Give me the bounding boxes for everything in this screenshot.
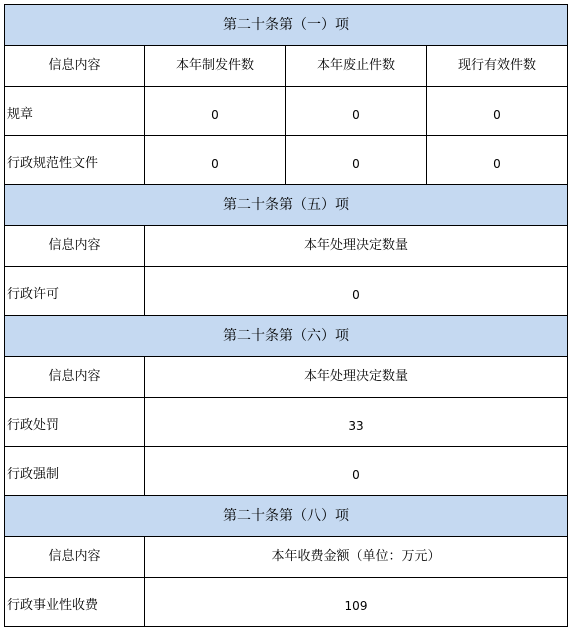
section-title: 第二十条第（八）项 [5,496,568,537]
section-title: 第二十条第（六）项 [5,316,568,357]
cell-value: 0 [286,136,427,185]
row-label: 行政许可 [5,267,145,316]
section-header-row [5,5,568,46]
cell-value: 33 [145,398,568,447]
column-header-info: 信息内容 [5,537,145,578]
table-row [5,578,568,627]
row-label: 行政事业性收费 [5,578,145,627]
section-title: 第二十条第（一）项 [5,5,568,46]
section-header-row [5,496,568,537]
cell-value: 0 [145,267,568,316]
table-row [5,267,568,316]
disclosure-table [4,4,568,627]
cell-value: 0 [427,87,568,136]
column-header-decisions: 本年处理决定数量 [145,357,568,398]
column-header-effective: 现行有效件数 [427,46,568,87]
column-header-decisions: 本年处理决定数量 [145,226,568,267]
section-header-row [5,185,568,226]
column-header-row [5,226,568,267]
table-row [5,398,568,447]
cell-value: 0 [145,87,286,136]
column-header-info: 信息内容 [5,357,145,398]
row-label: 行政规范性文件 [5,136,145,185]
column-header-info: 信息内容 [5,46,145,87]
column-header-row [5,46,568,87]
row-label: 行政强制 [5,447,145,496]
table-row [5,447,568,496]
table-row [5,136,568,185]
row-label: 行政处罚 [5,398,145,447]
column-header-row [5,537,568,578]
cell-value: 0 [145,136,286,185]
cell-value: 0 [145,447,568,496]
cell-value: 0 [427,136,568,185]
column-header-row [5,357,568,398]
column-header-abolished: 本年废止件数 [286,46,427,87]
column-header-info: 信息内容 [5,226,145,267]
cell-value: 0 [286,87,427,136]
row-label: 规章 [5,87,145,136]
disclosure-table-sheet [4,4,567,627]
table-row [5,87,568,136]
cell-value: 109 [145,578,568,627]
column-header-issued: 本年制发件数 [145,46,286,87]
section-title: 第二十条第（五）项 [5,185,568,226]
section-header-row [5,316,568,357]
column-header-fee-amount: 本年收费金额（单位：万元） [145,537,568,578]
